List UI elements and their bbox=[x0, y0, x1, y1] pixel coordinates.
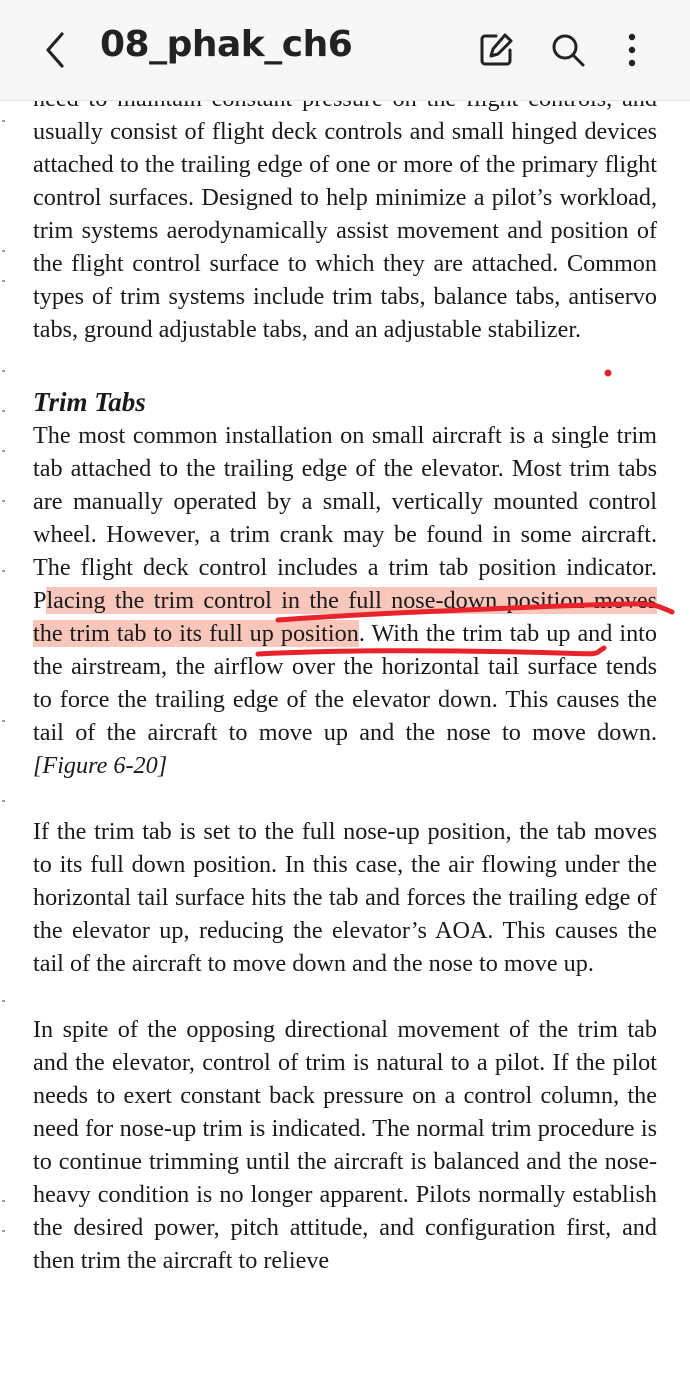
document-page bbox=[33, 82, 657, 1277]
app-bar bbox=[0, 0, 690, 101]
section-heading: Trim Tabs bbox=[33, 387, 146, 417]
paragraph-nose-up: If the trim tab is set to the full nose-up position, the tab moves to its full down position. In this case, the air flowing under the horizontal tail surface hits the tab and forces the trailing edge of the elevator up, reducing the elevator’s AOA. This causes the tail of the aircraft to move down and the nose to move up. bbox=[33, 818, 657, 977]
search-icon bbox=[548, 30, 588, 70]
search-button[interactable] bbox=[548, 30, 588, 70]
intro-paragraph bbox=[33, 82, 657, 346]
chevron-left-icon bbox=[36, 28, 76, 72]
paragraph-opposing-movement: In spite of the opposing directional movement of the trim tab and the elevator, control of trim is natural to a pilot. If the pilot needs to exert constant back pressure on a control column, the need for nose-up trim is indicated. The normal trim procedure is to continue trimming until the aircraft is balanced and the nose-heavy condition is no longer apparent. Pilots normally establish the desired power, pitch attitude, and configuration first, and then trim the aircraft to relieve bbox=[33, 1016, 657, 1274]
highlighted-text[interactable]: lacing the trim control in the full nose-down position moves the trim tab to its full up position bbox=[33, 587, 657, 647]
edit-pencil-icon bbox=[476, 30, 516, 70]
intro-text: usually consist of flight deck controls and small hinged devices attached to the trailing edge of one or more of the primary flight control surfaces. Designed to help minimize a pilot’s workload, trim systems aerodynamically assist movement and position of the flight control surface to which they are attached. Common types of trim systems include trim tabs, balance tabs, antiservo tabs, ground adjustable tabs, and an adjustable stabilizer. bbox=[33, 118, 657, 343]
paragraph-trim-tabs bbox=[33, 419, 657, 782]
paragraph-text: . With the trim tab up and into the airstream, the airflow over the horizontal tail surface tends to force the trailing edge of the elevator down. This causes the tail of the aircraft to move up and the nose to move down. bbox=[33, 620, 657, 746]
margin-marks bbox=[0, 100, 10, 1300]
more-options-button[interactable] bbox=[612, 30, 652, 70]
more-vertical-icon bbox=[612, 30, 652, 70]
edit-button[interactable] bbox=[476, 30, 516, 70]
back-button[interactable] bbox=[36, 28, 76, 72]
figure-reference[interactable]: [Figure 6-20] bbox=[33, 752, 168, 779]
paragraph-text: The most common installation on small aircraft is a single trim tab attached to the trailing edge of the elevator. Most trim tabs are manually operated by a small, vertically mounted control wheel. However, a trim crank may be found in some aircraft. The flight deck control includes a trim tab position indicator. P bbox=[33, 422, 657, 614]
document-title: 08_phak_ch6 bbox=[100, 24, 353, 65]
